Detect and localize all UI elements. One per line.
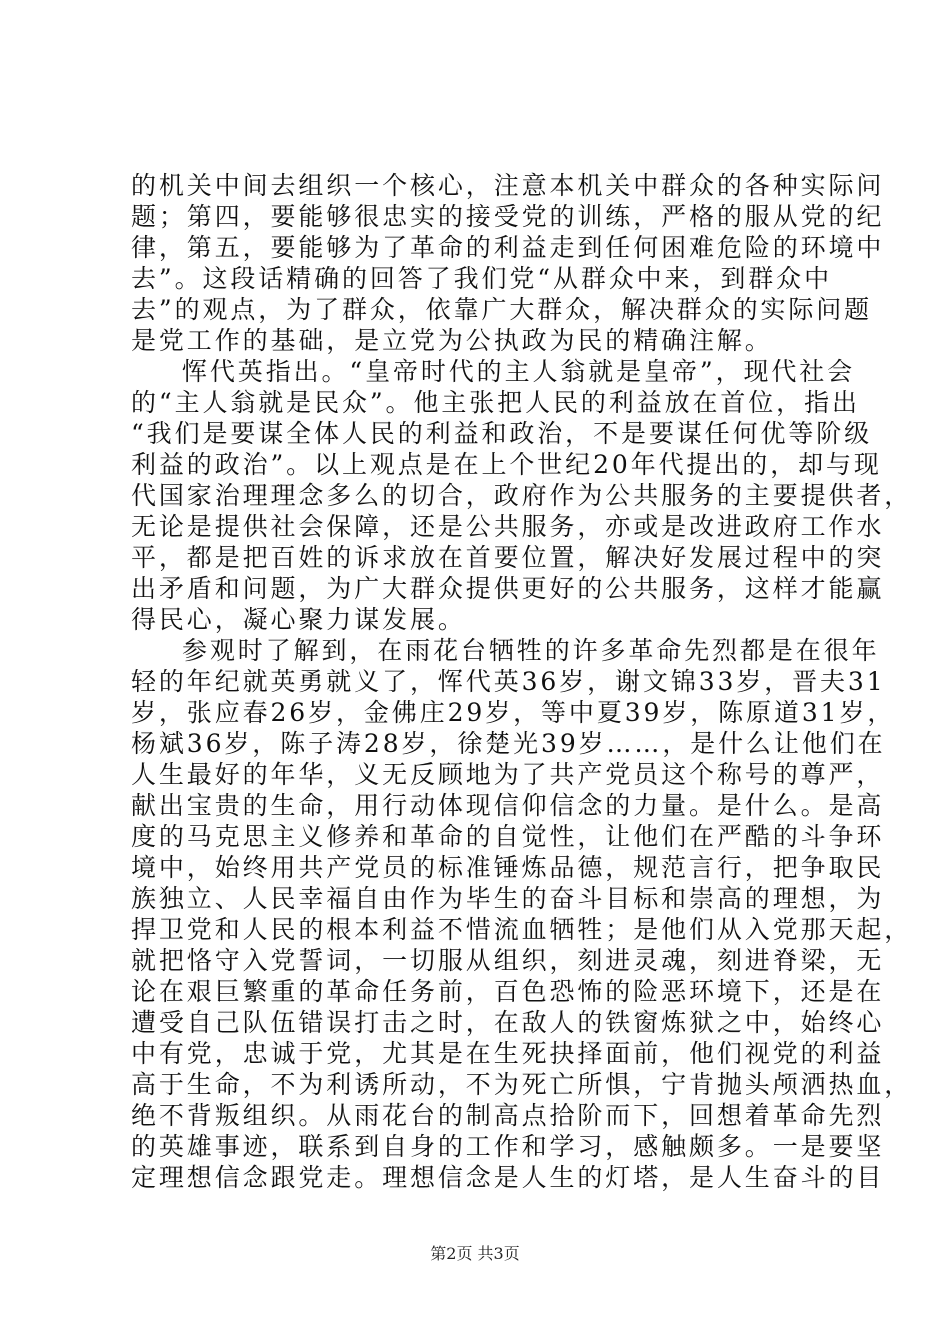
text-line: 定理想信念跟党走。理想信念是人生的灯塔，是人生奋斗的目 bbox=[131, 1163, 885, 1192]
text-line: 的机关中间去组织一个核心，注意本机关中群众的各种实际问 bbox=[131, 171, 885, 200]
paragraph-first-line: 恽代英指出。“皇帝时代的主人翁就是皇帝”，现代社会 bbox=[182, 357, 856, 386]
text-line: 中有党，忠诚于党，尤其是在生死抉择面前，他们视党的利益 bbox=[131, 1039, 885, 1068]
text-line: 利益的政治”。以上观点是在上个世纪20年代提出的，却与现 bbox=[131, 450, 882, 479]
text-line: 轻的年纪就英勇就义了，恽代英36岁，谢文锦33岁，晋夫31 bbox=[131, 667, 886, 696]
text-line: 遭受自己队伍错误打击之时，在敌人的铁窗炼狱之中，始终心 bbox=[131, 1008, 885, 1037]
text-line: 族独立、人民幸福自由作为毕生的奋斗目标和崇高的理想，为 bbox=[131, 884, 885, 913]
text-line: 岁，张应春26岁，金佛庄29岁，等中夏39岁，陈原道31岁， bbox=[131, 698, 896, 727]
text-line: 平，都是把百姓的诉求放在首要位置，解决好发展过程中的突 bbox=[131, 543, 885, 572]
page-number-footer: 第2页 共3页 bbox=[430, 1244, 520, 1263]
text-line: 出矛盾和问题，为广大群众提供更好的公共服务，这样才能赢 bbox=[131, 574, 885, 603]
text-line: 绝不背叛组织。从雨花台的制高点拾阶而下，回想着革命先烈 bbox=[131, 1101, 885, 1130]
text-line: 题；第四，要能够很忠实的接受党的训练，严格的服从党的纪 bbox=[131, 202, 885, 231]
text-line: 去”。这段话精确的回答了我们党“从群众中来，到群众中 bbox=[131, 264, 832, 293]
text-line: 献出宝贵的生命，用行动体现信仰信念的力量。是什么。是高 bbox=[131, 791, 885, 820]
text-line: 人生最好的年华，义无反顾地为了共产党员这个称号的尊严， bbox=[131, 760, 885, 789]
document-body bbox=[131, 170, 913, 1193]
text-line: 的“主人翁就是民众”。他主张把人民的利益放在首位，指出 bbox=[131, 388, 860, 417]
text-line: 是党工作的基础，是立党为公执政为民的精确注解。 bbox=[131, 326, 773, 355]
text-line: 代国家治理理念多么的切合，政府作为公共服务的主要提供者， bbox=[131, 481, 913, 510]
paragraph-first-line: 参观时了解到，在雨花台牺牲的许多革命先烈都是在很年 bbox=[182, 636, 880, 665]
text-line: “我们是要谋全体人民的利益和政治，不是要谋任何优等阶级 bbox=[131, 419, 873, 448]
text-line: 得民心，凝心聚力谋发展。 bbox=[131, 605, 466, 634]
text-line: 论在艰巨繁重的革命任务前，百色恐怖的险恶环境下，还是在 bbox=[131, 977, 885, 1006]
text-line: 捍卫党和人民的根本利益不惜流血牺牲；是他们从入党那天起， bbox=[131, 915, 913, 944]
text-line: 无论是提供社会保障，还是公共服务，亦或是改进政府工作水 bbox=[131, 512, 885, 541]
text-line: 度的马克思主义修养和革命的自觉性，让他们在严酷的斗争环 bbox=[131, 822, 885, 851]
text-line: 杨斌36岁，陈子涛28岁，徐楚光39岁……，是什么让他们在 bbox=[131, 729, 886, 758]
text-line: 高于生命，不为利诱所动，不为死亡所惧，宁肯抛头颅洒热血， bbox=[131, 1070, 913, 1099]
text-line: 律，第五，要能够为了革命的利益走到任何困难危险的环境中 bbox=[131, 233, 885, 262]
text-line: 境中，始终用共产党员的标准锤炼品德，规范言行，把争取民 bbox=[131, 853, 885, 882]
text-line: 去”的观点，为了群众，依靠广大群众，解决群众的实际问题 bbox=[131, 295, 873, 324]
text-line: 的英雄事迹，联系到自身的工作和学习，感触颇多。一是要坚 bbox=[131, 1132, 885, 1161]
text-line: 就把恪守入党誓词，一切服从组织，刻进灵魂，刻进脊梁，无 bbox=[131, 946, 885, 975]
